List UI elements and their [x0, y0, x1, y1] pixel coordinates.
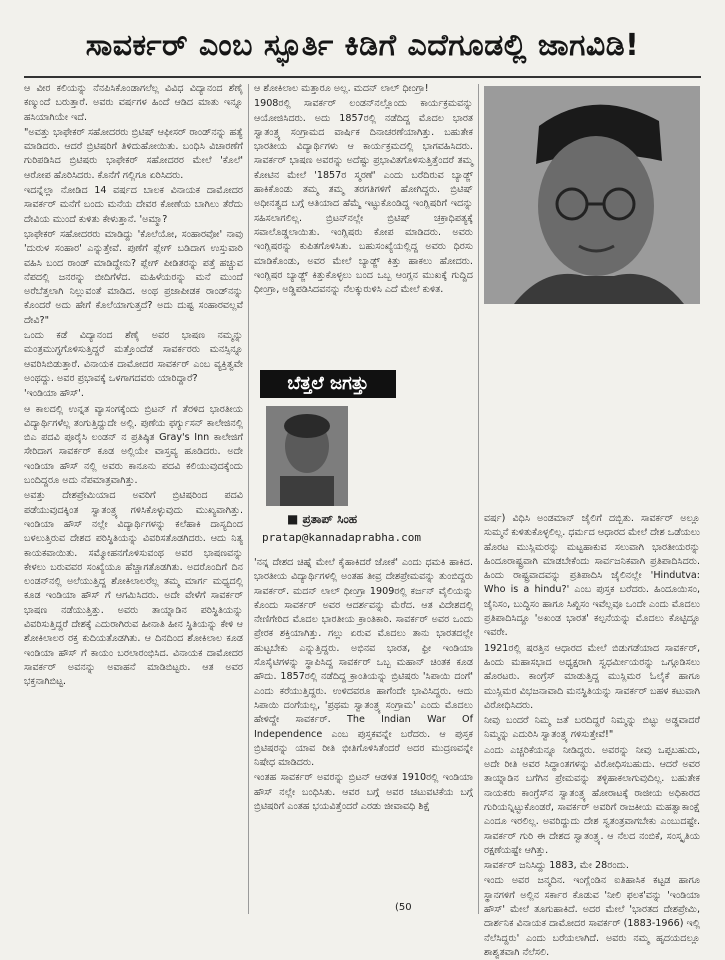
savarkar-photo: [484, 86, 700, 304]
paragraph: ನೀವು ಬಂದರೆ ನಿಮ್ಮ ಜತೆ ಬರದಿದ್ದರೆ ನಿಮ್ಮನ್ನು ಬಿಟ್ಟು ಅಡ್ಡವಾದರೆ ನಿಮ್ಮನ್ನು ಎದುರಿಸಿ ಸ್ವಾತಂತ್ರ್ಯ ಗಳಿಸುತ್ತೇವೆ!": [484, 715, 700, 741]
paragraph: 1921ರಲ್ಲಿ ಷರತ್ತಿನ ಆಧಾರದ ಮೇಲೆ ಬಿಡುಗಡೆಯಾದ ಸಾವರ್ಕರ್, ಹಿಂದು ಮಹಾಸಭಾದ ಅಧ್ಯಕ್ಷರಾಗಿ ಸ್ವಧರ್ಮೀಯರನ್ನು ಒಗ್ಗೂಡಿಸಲು ಹೊರಟರು. ಕಾಂಗ್ರೆಸ್ ಮಾಡುತ್ತಿದ್ದ ಮುಸ್ಲಿಮರ ಓಲೈಕೆ ಹಾಗೂ ಮುಸ್ಲಿಮರ ವಿಭಜನಾವಾದಿ ಮನಸ್ಥಿತಿಯನ್ನು ಸಾವರ್ಕರ್ ಬಹಳ ಕಟುವಾಗಿ ವಿರೋಧಿಸಿದರು.: [484, 642, 700, 711]
paragraph: ಆ ವೀರ ಕಲಿಯನ್ನು ನೆನಪಿಸಿಕೊಂಡಾಗಲೆಲ್ಲ ವಿವಿಧ ವಿದ್ಯಾನಂದ ಶೆಣೈ ಕಣ್ಮುಂದೆ ಬರುತ್ತಾರೆ. ಅವರು ವರ್ಷಗಳ ಹಿಂದೆ ಆಡಿದ ಮಾತು ಇನ್ನೂ ಹಸಿಯಾಗಿಯೇ ಇದೆ.: [24, 83, 243, 123]
paragraph: ಇಂದು ಅವರ ಜನ್ಮದಿನ. ಇಂಗ್ಲೆಂಡಿನ ಐತಿಹಾಸಿಕ ಕಟ್ಟಡ ಹಾಗೂ ಸ್ಥಾನಗಳಿಗೆ ಅಲ್ಲಿನ ಸರ್ಕಾರ ಕೊಡುವ 'ನೀಲಿ ಫಲಕ'ವನ್ನು 'ಇಂಡಿಯಾ ಹೌಸ್' ಮೇಲೆ ತೂಗುಹಾಕಿದೆ. ಅದರ ಮೇಲೆ 'ಭಾರತದ ದೇಶಪ್ರೇಮಿ, ದಾರ್ಶನಿಕ ವಿನಾಯಕ ದಾಮೋದರ ಸಾವರ್ಕರ್ (1883-1966) ಇಲ್ಲಿ ನೆಲೆಸಿದ್ದರು' ಎಂದು ಬರೆಯಲಾಗಿದೆ. ಅವರು ನಮ್ಮ ಹೃದಯದಲ್ಲೂ ಶಾಶ್ವತವಾಗಿ ನೆಲೆಸಲಿ.: [484, 875, 700, 958]
column-divider: [478, 84, 479, 914]
paragraph: ಆ ಕಾಲದಲ್ಲಿ ಉನ್ನತ ವ್ಯಾಸಂಗಕ್ಕೆಂದು ಬ್ರಿಟನ್ ಗೆ ತೆರಳಿದ ಭಾರತೀಯ ವಿದ್ಯಾರ್ಥಿಗಳೆಲ್ಲ ತಂಗುತ್ತಿದ್ದುದೇ ಅಲ್ಲಿ. ಪುಣೆಯ ಫರ್ಗ್ಯುಸನ್ ಕಾಲೇಜಿನಲ್ಲಿ ಬಿಎ ಪದವಿ ಪೂರೈಸಿ ಲಂಡನ್ ನ ಪ್ರತಿಷ್ಠಿತ Gray's Inn ಕಾಲೇಜಿಗೆ ಸೇರಿದಾಗ ಸಾವರ್ಕರ್ ಕೂಡ ಅಲ್ಲಿಯೇ ವಾಸ್ತವ್ಯ ಹೂಡಿದರು. ಅದೇ ಇಂಡಿಯಾ ಹೌಸ್ ನಲ್ಲಿ ಅವರು ಕಾನೂನು ಪದವಿ ಕಲಿಯುವುದಕ್ಕೆಂದು ಬಂದಿದ್ದರೂ ಅದು ನೆಪಮಾತ್ರವಾಗಿತ್ತು.: [24, 403, 243, 487]
paragraph: ಭಾಫೇಕರ್ ಸಹೋದರರು ಮಾಡಿದ್ದು 'ಕೊಲೆಯೋ, ಸಂಹಾರವೋ' ನಾವು 'ದುರುಳ ಸಂಹಾರ' ಎನ್ನುತ್ತೇವೆ. ಪುಣೆಗೆ ಪ್ಲೇಗ್ ಬಡಿದಾಗ ಉಸ್ತುವಾರಿ ವಹಿಸಿ ಬಂದ ರಾಂಡ್ ಮಾಡಿದ್ದೇನು? ಪ್ಲೇಗ್ ಪೀಡಿತರನ್ನು ಪತ್ತೆ ಹಚ್ಚುವ ನೆಪದಲ್ಲಿ ಜನರನ್ನು ಬೀದಿಗೆಳೆದ. ಮಹಿಳೆಯರನ್ನು ಮನೆ ಮುಂದೆ ಅರೆಬೆತ್ತಲಾಗಿ ನಿಲ್ಲುವಂತೆ ಮಾಡಿದ. ಅಂಥ ಪ್ರಜಾಪೀಡಕ ರಾಂಡ್‌ನನ್ನು ಕೊಂದರೆ ಅದು ಹೇಗೆ ಕೊಲೆಯಾಗುತ್ತದೆ? ಅದು ದುಷ್ಟ ಸಂಹಾರವಲ್ಲವೆ ದೇವಿ?": [24, 228, 243, 326]
column-divider: [248, 84, 249, 914]
paragraph: ಆ ಶೋಕಿಲಾಲ ಮತ್ತಾರೂ ಅಲ್ಲ. ಮದನ್ ಲಾಲ್ ಧೀಂಗ್ರಾ!: [254, 83, 429, 94]
paragraph: 'ನನ್ನ ದೇಶದ ಚಿಹ್ನೆ ಮೇಲೆ ಕೈಹಾಕಿದರೆ ಜೋಕೆ' ಎಂದು ಧಮಕಿ ಹಾಕಿದ. ಭಾರತೀಯ ವಿದ್ಯಾರ್ಥಿಗಳಲ್ಲಿ ಅಂತಹ ತೀವ್ರ ದೇಶಪ್ರೇಮವನ್ನು ತುಂಬಿದ್ದರು ಸಾವರ್ಕರ್. ಮದನ್ ಲಾಲ್ ಧೀಂಗ್ರಾ 1909ರಲ್ಲಿ ಕರ್ಜನ್ ವೈಲಿಯನ್ನು ಕೊಂದು ಸಾವರ್ಕರ್ ಅವರ ಆದರ್ಶವನ್ನು ಮೆರೆದ. ಆತ ವಿದೇಶದಲ್ಲಿ ನೇಣಿಗೇರಿದ ಮೊದಲ ಭಾರತೀಯ ಕ್ರಾಂತಿಕಾರಿ. ಸಾವರ್ಕರ್ ಅವರ ಒಂದು ಪ್ರೇರಕ ಶಕ್ತಿಯಾಗಿತ್ತು. ಗಲ್ಲು ಏರುವ ಮೊದಲು ತಾನು ಭಾರತದಲ್ಲೇ ಹುಟ್ಟಬೇಕು ಎನ್ನುತ್ತಿದ್ದರು. ಅಭಿನವ ಭಾರತ, ಫ್ರೀ ಇಂಡಿಯಾ ಸೊಸೈಟಿಗಳನ್ನು ಸ್ಥಾಪಿಸಿದ್ದ ಸಾವರ್ಕರ್ ಒಬ್ಬ ಮಹಾನ್ ಚಿಂತಕ ಕೂಡ ಹೌದು. 1857ರಲ್ಲಿ ನಡೆದಿದ್ದ ಕ್ರಾಂತಿಯನ್ನು ಬ್ರಿಟಿಷರು 'ಸಿಪಾಯಿ ದಂಗೆ' ಎಂದು ಕರೆಯುತ್ತಿದ್ದರು. ಉಳಿದವರೂ ಹಾಗೆಂದೇ ಭಾವಿಸಿದ್ದರು. ಆದು ಸಿಪಾಯಿ ದಂಗೆಯಲ್ಲ, 'ಪ್ರಥಮ ಸ್ವಾತಂತ್ರ್ಯ ಸಂಗ್ರಾಮ' ಎಂದು ಮೊದಲು ಹೇಳಿದ್ದೇ ಸಾವರ್ಕರ್. The Indian War Of Independence ಎಂಬ ಪುಸ್ತಕವನ್ನೇ ಬರೆದರು. ಆ ಪುಸ್ತಕ ಬ್ರಿಟಿಷರನ್ನು ಯಾವ ರೀತಿ ಭೀತಿಗೊಳಿಸಿತೆಂದರೆ ಅದರ ಮುದ್ರಣವನ್ನೇ ನಿಷೇಧ ಮಾಡಿದರು.: [254, 557, 473, 769]
paragraph: "ಅವತ್ತು ಭಾಫೇಕರ್ ಸಹೋದರರು ಬ್ರಿಟಿಷ್ ಆಫೀಸರ್ ರಾಂಡ್‌ನನ್ನು ಹತ್ಯೆ ಮಾಡಿದರು. ಆದರೆ ಬ್ರಿಟಿಷರಿಗೆ ತಿಳಿದುಹೋಯಿತು. ಬಂಧಿಸಿ ವಿಚಾರಣೆಗೆ ಗುರಿಪಡಿಸಿದ ಬ್ರಿಟಿಷರು ಭಾಫೇಕರ್ ಸಹೋದರರ ಮೇಲೆ 'ಕೊಲೆ' ಆರೋಪ ಹೊರಿಸಿದರು. ಕೊನೆಗೆ ಗಲ್ಲಿಗೂ ಏರಿಸಿದರು.: [24, 126, 243, 181]
column-2-top: [254, 82, 473, 364]
paragraph: ಒಂದು ಕಡೆ ವಿದ್ಯಾನಂದ ಶೆಣೈ ಅವರ ಭಾಷಣ ನಮ್ಮನ್ನು ಮಂತ್ರಮುಗ್ಧಗೊಳಿಸುತ್ತಿದ್ದರೆ ಮತ್ತೊಂದೆಡೆ ಸಾವರ್ಕರರು ಮನಸ್ಸಿನ್ನೂ ಆವರಿಸಿಬಿಡುತ್ತಾರೆ. ವಿನಾಯಕ ದಾಮೋದರ ಸಾವರ್ಕರ್ ಎಂಬ ವ್ಯಕ್ತಿತ್ವವೇ ಅಂಥದ್ದು. ಅವರ ಪ್ರಭಾವಕ್ಕೆ ಒಳಗಾಗದವರು ಯಾರಿದ್ದಾರೆ?: [24, 330, 243, 384]
paragraph: ಇಂತಹ ಸಾವರ್ಕರ್ ಅವರನ್ನು ಬ್ರಿಟನ್ ಆಡಳಿತ 1910ರಲ್ಲಿ ಇಂಡಿಯಾ ಹೌಸ್ ನಲ್ಲೇ ಬಂಧಿಸಿತು. ಆವರ ಬಗ್ಗೆ ಅವರ ಚಟುವಟಿಕೆಯ ಬಗ್ಗೆ ಬ್ರಿಟಿಷರಿಗೆ ಎಂತಹ ಭಯವಿತ್ತೆಂದರೆ ಎರಡು ಜೀವಾವಧಿ ಶಿಕ್ಷೆ: [254, 772, 473, 813]
paragraph: ವರ್ಷ) ವಿಧಿಸಿ ಅಂಡಮಾನ್ ಜೈಲಿಗೆ ದಬ್ಬಿತು. ಸಾವರ್ಕರ್ ಅಲ್ಲೂ ಸುಮ್ಮನೆ ಕುಳಿತುಕೊಳ್ಳಲಿಲ್ಲ. ಧರ್ಮದ ಆಧಾರದ ಮೇಲೆ ದೇಶ ಒಡೆಯಲು ಹೊರಟ ಮುಸ್ಲಿಮರನ್ನು ಮಟ್ಟಹಾಕುವ ಸಲುವಾಗಿ ಭಾರತೀಯರನ್ನು ಹಿಂದೂರಾಷ್ಟ್ರವಾಗಿ ಮಾಡಬೇಕೆಂದು ಸಾರ್ವಜನಿಕವಾಗಿ ಪ್ರತಿಪಾದಿಸಿದರು. ಹಿಂದು ರಾಷ್ಟ್ರವಾದವನ್ನು ಪ್ರತಿಪಾದಿಸಿ ಜೈಲಿನಲ್ಲೇ 'Hindutva: Who is a hindu?' ಎಂಬ ಪುಸ್ತಕ ಬರೆದರು. ಹಿಂದೂಯಿಸಂ, ಜೈನಿಸಂ, ಬುದ್ಧಿಸಂ ಹಾಗೂ ಸಿಖ್ಖಿಸಂ ಇವೆಲ್ಲವೂ ಒಂದೇ ಎಂದು ಮೊದಲು ಪ್ರತಿಪಾದಿಸಿದ್ದೂ 'ಅಖಂಡ ಭಾರತ' ಕಲ್ಪನೆಯನ್ನು ಮೊದಲು ಕೊಟ್ಟಿದ್ದೂ ಇವರೇ.: [484, 513, 700, 639]
paragraph: ಸಾವರ್ಕರ್ ಜನಿಸಿದ್ದು 1883, ಮೇ 28ರಂದು.: [484, 860, 629, 872]
paragraph: ಇದನ್ನೆಲ್ಲಾ ನೋಡಿದ 14 ವರ್ಷದ ಬಾಲಕ ವಿನಾಯಕ ದಾಮೋದರ ಸಾವರ್ಕರ್ ಮನೆಗೆ ಬಂದು ಮನೆಯ ದೇವರ ಕೋಣೆಯ ಬಾಗಿಲು ತೆರೆದು ದೇವಿಯ ಮುಂದೆ ಕುಳಿತು ಕೇಳುತ್ತಾನೆ. 'ಅಮ್ಮಾ?: [24, 185, 243, 225]
column-2-bottom: [254, 556, 473, 856]
continued-marker: (50: [395, 902, 412, 913]
paragraph: 'ಇಂಡಿಯಾ ಹೌಸ್'.: [24, 388, 84, 400]
column-3: [484, 512, 700, 958]
column-title: ಬೆತ್ತಲೆ ಜಗತ್ತು: [260, 370, 396, 398]
author-name: ■ ಪ್ರತಾಪ್ ಸಿಂಹ: [287, 512, 358, 526]
paragraph: ಅವತ್ತು ದೇಶಪ್ರೇಮಿಯಾದ ಅವರಿಗೆ ಬ್ರಿಟಿಷರಿಂದ ಪದವಿ ಪಡೆಯುವುದಕ್ಕಿಂತ ಸ್ವಾತಂತ್ರ್ಯ ಗಳಿಸಿಕೊಳ್ಳುವುದು ಮುಖ್ಯವಾಗಿತ್ತು. ಇಂಡಿಯಾ ಹೌಸ್ ನಲ್ಲೇ ವಿದ್ಯಾರ್ಥಿಗಳನ್ನು ಕಲೆಹಾಕಿ ದಾಸ್ಯದಿಂದ ಬಳಲುತ್ತಿರುವ ದೇಶದ ಪರಿಸ್ಥಿತಿಯನ್ನು ವಿವರಿಸತೊಡಗಿದರು. ಆದು ನಿತ್ಯ ಕಾಯಕವಾಯಿತು. ಸಮ್ಮೋಹನಗೊಳಿಸುವಂಥ ಅವರ ಭಾಷಣವನ್ನು ಕೇಳಲು ಬರುವವರ ಸಂಖ್ಯೆಯೂ ಹೆಚ್ಚಾಗತೊಡಗಿತು. ಅದರೊಂದಿಗೆ ದಿನ ಲಂಡನ್‌ನಲ್ಲಿ ಅಲೆಯುತ್ತಿದ್ದ ಶೋಕಿಲಾಲರೆಲ್ಲ ತಮ್ಮ ಮಾರ್ಗ ಮಧ್ಯದಲ್ಲಿ ಕೂಡ ಇಂಡಿಯಾ ಹೌಸ್ ಗೆ ಆಗಮಿಸಿದರು. ಅದೇ ವೇಳೆಗೆ ಸಾವರ್ಕರ್ ಭಾಷಣ ನಡೆಯುತ್ತಿತ್ತು. ಅವರು ತಾಯ್ನಾಡಿನ ಪರಿಸ್ಥಿತಿಯನ್ನು ವಿವರಿಸುತ್ತಿದ್ದರೆ ದೇಶಕ್ಕೆ ಎದುರಾಗಿರುವ ಹೀನಾತಿ ಹೀನ ಸ್ಥಿತಿಯನ್ನು ಕೇಳಿ ಆ ಶೋಕಿಲಾಲರ ರಕ್ತ ಕುದಿಯತೊಡಗಿತು. ಆ ದಿನದಿಂದ ಶೋಕಿಲಾಲ ಕೂಡ ಇಂಡಿಯಾ ಹೌಸ್ ಗೆ ಕಾಯಂ ಬರಲಾರಂಭಿಸಿದ. ವಿನಾಯಕ ದಾಮೋದರ ಸಾವರ್ಕರ್ ಅವನನ್ನು ಅವಾಹನೆ ಮಾಡಿಬಿಟ್ಟರು. ಆತ ಅವರ ಭಕ್ತನಾಗಿಬಿಟ್ಟ.: [24, 490, 243, 688]
column-1: [24, 82, 243, 917]
author-photo: [266, 406, 348, 506]
headline: ಸಾವರ್ಕರ್ ಎಂಬ ಸ್ಫೂರ್ತಿ ಕಿಡಿಗೆ ಎದೆಗೂಡಲ್ಲಿ ಜಾಗವಿಡಿ!: [85, 28, 640, 63]
headline-rule: [24, 76, 701, 78]
author-email: pratap@kannadaprabha.com: [262, 531, 421, 544]
paragraph: ಎಂದು ಎಚ್ಚರಿಕೆಯನ್ನೂ ನೀಡಿದ್ದರು. ಅವರನ್ನು ನೀವು ಒಪ್ಪಬಹುದು, ಅದೇ ರೀತಿ ಅವರ ಸಿದ್ಧಾಂತಗಳನ್ನು ವಿರೋಧಿಸಬಹುದು. ಆದರೆ ಅವರ ತಾಯ್ನಾಡಿನ ಬಗೆಗಿನ ಪ್ರೇಮವನ್ನು ತಳ್ಳಿಹಾಕಲಾಗುವುದಿಲ್ಲ. ಬಹುತೇಕ ನಾಯಕರು ಕಾಂಗ್ರೆಸ್‌ನ ಸ್ವಾತಂತ್ರ್ಯ ಹೋರಾಟಕ್ಕೆ ರಾಜೀಯ ಅಧಿಕಾರದ ಗುರಿಯನ್ನಿಟ್ಟುಕೊಂಡರೆ, ಸಾವರ್ಕರ್ ಅವರಿಗೆ ರಾಜಕೀಯ ಮಹತ್ವಾಕಾಂಕ್ಷೆ ಎಂದೂ ಇರಲಿಲ್ಲ. ಅವರಿದ್ದುದು ದೇಶ ಸ್ವತಂತ್ರವಾಗಬೇಕು ಎಂಬುದಷ್ಟೇ. ಸಾವರ್ಕರ್ ಗುರಿ ಈ ದೇಶದ ಸ್ವಾತಂತ್ರ್ಯ. ಆ ನೆಲದ ನಂಬಿಕೆ, ಸಂಸ್ಕೃತಿಯ ರಕ್ಷಣೆಯಷ್ಟೇ ಆಗಿತ್ತು.: [484, 744, 700, 856]
paragraph: 1908ರಲ್ಲಿ ಸಾವರ್ಕರ್ ಲಂಡನ್‌ನಲ್ಲೊಂದು ಕಾರ್ಯಕ್ರಮವನ್ನು ಆಯೋಜಿಸಿದರು. ಅದು 1857ರಲ್ಲಿ ನಡೆದಿದ್ದ ಮೊದಲ ಭಾರತ ಸ್ವಾತಂತ್ರ್ಯ ಸಂಗ್ರಾಮದ ವಾರ್ಷಿಕ ದಿನಾಚರಣೆಯಾಗಿತ್ತು. ಬಹುತೇಕ ಭಾರತೀಯ ವಿದ್ಯಾರ್ಥಿಗಳು ಆ ಕಾರ್ಯಕ್ರಮದಲ್ಲಿ ಭಾಗವಹಿಸಿದರು. ಸಾವರ್ಕರ್ ಭಾಷಣ ಅವರನ್ನು ಅದೆಷ್ಟು ಪ್ರಭಾವಿತಗೊಳಿಸುತ್ತಿತ್ತೆಂದರೆ ತಮ್ಮ ಕೋಟಿನ ಮೇಲೆ '1857ರ ಸ್ಮರಣೆ' ಎಂದು ಬರೆದಿರುವ ಬ್ಯಾಡ್ಜ್ ಹಾಕಿಕೊಂಡು ತಮ್ಮ ತಮ್ಮ ತರಗತಿಗಳಿಗೆ ಹೋಗಿದ್ದರು. ಬ್ರಿಟಿಷ್ ಅಧೀನತ್ವದ ಬಗ್ಗೆ ಆತಿಯಾದ ಹೆಮ್ಮೆ ಇಟ್ಟುಕೊಂಡಿದ್ದ ಇಂಗ್ಲಿಷರಿಗೆ ಇದನ್ನು ಸಹಿಸಲಾಗಲಿಲ್ಲ. ಬ್ರಿಟನ್‌ನಲ್ಲೇ ಬ್ರಿಟಿಷ್ ಚಕ್ರಾಧಿಪತ್ಯಕ್ಕೆ ಸವಾಲೊಡ್ಡಲಾಯಿತು. ಇಂಗ್ಲಿಷರು ಕೋಪ ಮಾಡಿದರು. ಅವರು ಇಂಗ್ಲಿಷರನ್ನು ಕುಪಿತಗೊಳಿಸಿತು. ಬಹುಸಂಖ್ಯೆಯಲ್ಲಿದ್ದ ಅವರು ಧಿರಸು ಮಾಡಿಕೊಂಡು, ಅವರ ಮೇಲೆ ಬ್ಯಾಡ್ಜ್ ಕಿತ್ತು ಹಾಕಲು ಹೋದರು. ಇಂಗ್ಲಿಷರ ಬ್ಯಾಡ್ಜ್ ಕಿತ್ತುಕೊಳ್ಳಲು ಬಂದ ಒಬ್ಬ ಆಂಗ್ಲನ ಮುಖಕ್ಕೆ ಗುದ್ದಿದ ಧೀಂಗ್ರಾ, ಅಡ್ಡಿಪಡಿಸಿದವನನ್ನು ನೆಲಕ್ಕುರುಳಿಸಿ ಎದೆ ಮೇಲೆ ಕುಳಿತ.: [254, 98, 473, 296]
